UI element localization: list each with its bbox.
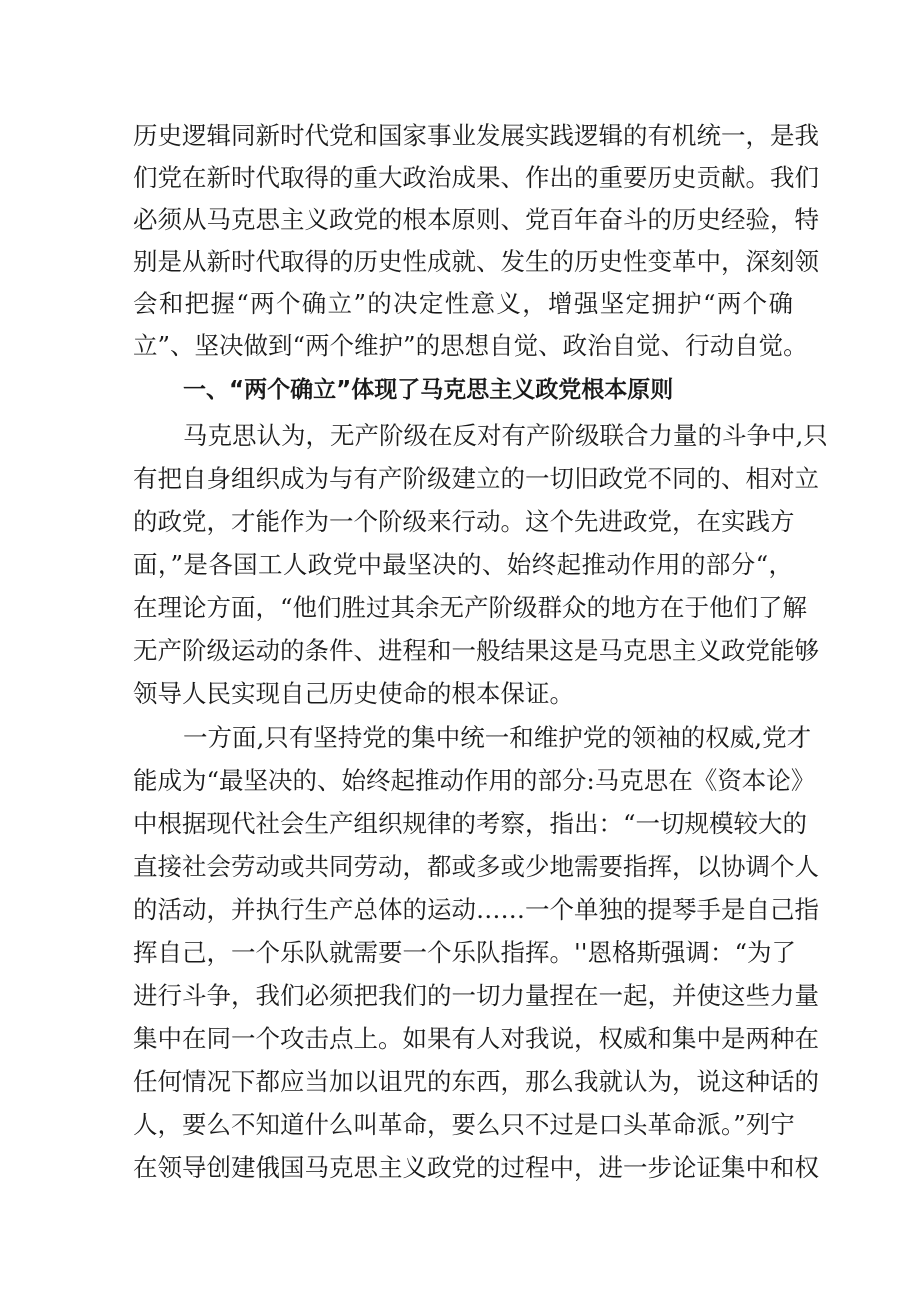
intro-line-6: 立”、坚决做到“两个维护”的思想自觉、政治自觉、行动自觉。: [133, 331, 808, 360]
paragraph2-line-9: 任何情况下都应当加以诅咒的东西，那么我就认为，说这种话的: [133, 1067, 819, 1096]
paragraph1-line-7: 领导人民实现自己历史使命的根本保证。: [133, 679, 574, 708]
paragraph1-line-4: 面，”是各国工人政党中最坚决的、始终起推动作用的部分“，: [133, 550, 793, 579]
intro-line-3: 必须从马克思主义政党的根本原则、党百年奋斗的历史经验，特: [133, 205, 819, 234]
intro-line-1: 历史逻辑同新时代党和国家事业发展实践逻辑的有机统一，是我: [133, 121, 819, 150]
intro-line-2: 们党在新时代取得的重大政治成果、作出的重要历史贡献。我们: [133, 163, 819, 192]
paragraph1-line-1: 马克思认为，无产阶级在反对有产阶级联合力量的斗争中,只: [183, 421, 828, 450]
paragraph2-line-5: 的活动，并执行生产总体的运动……一个单独的提琴手是自己指: [133, 895, 819, 924]
intro-line-4: 别是从新时代取得的历史性成就、发生的历史性变革中，深刻领: [133, 247, 819, 276]
paragraph2-line-11: 在领导创建俄国马克思主义政党的过程中，进一步论证集中和权: [133, 1153, 819, 1182]
paragraph1-line-5: 在理论方面，“他们胜过其余无产阶级群众的地方在于他们了解: [133, 593, 808, 622]
paragraph2-line-3: 中根据现代社会生产组织规律的考察，指出：“一切规模较大的: [133, 809, 808, 838]
paragraph2-line-6: 挥自己，一个乐队就需要一个乐队指挥。''恩格斯强调：“为了: [133, 938, 796, 967]
paragraph1-line-2: 有把自身组织成为与有产阶级建立的一切旧政党不同的、相对立: [133, 464, 819, 493]
paragraph2-line-4: 直接社会劳动或共同劳动，都或多或少地需要指挥，以协调个人: [133, 852, 819, 881]
paragraph2-line-10: 人，要么不知道什么叫革命，要么只不过是口头革命派。”列宁: [133, 1110, 795, 1139]
paragraph2-line-8: 集中在同一个攻击点上。如果有人对我说，权威和集中是两种在: [133, 1024, 819, 1053]
paragraph2-line-1: 一方面,只有坚持党的集中统一和维护党的领袖的权威,党才: [183, 723, 812, 752]
paragraph2-line-2: 能成为“最坚决的、始终起推动作用的部分:马克思在《资本论》: [133, 766, 816, 795]
paragraph1-line-3: 的政党，才能作为一个阶级来行动。这个先进政党，在实践方: [133, 507, 795, 536]
paragraph2-line-7: 进行斗争，我们必须把我们的一切力量捏在一起，并使这些力量: [133, 981, 819, 1010]
paragraph1-line-6: 无产阶级运动的条件、进程和一般结果这是马克思主义政党能够: [133, 636, 819, 665]
section-heading: 一、“两个确立”体现了马克思主义政党根本原则: [183, 377, 674, 403]
intro-line-5: 会和把握“两个确立”的决定性意义，增强坚定拥护“两个确: [133, 289, 793, 318]
